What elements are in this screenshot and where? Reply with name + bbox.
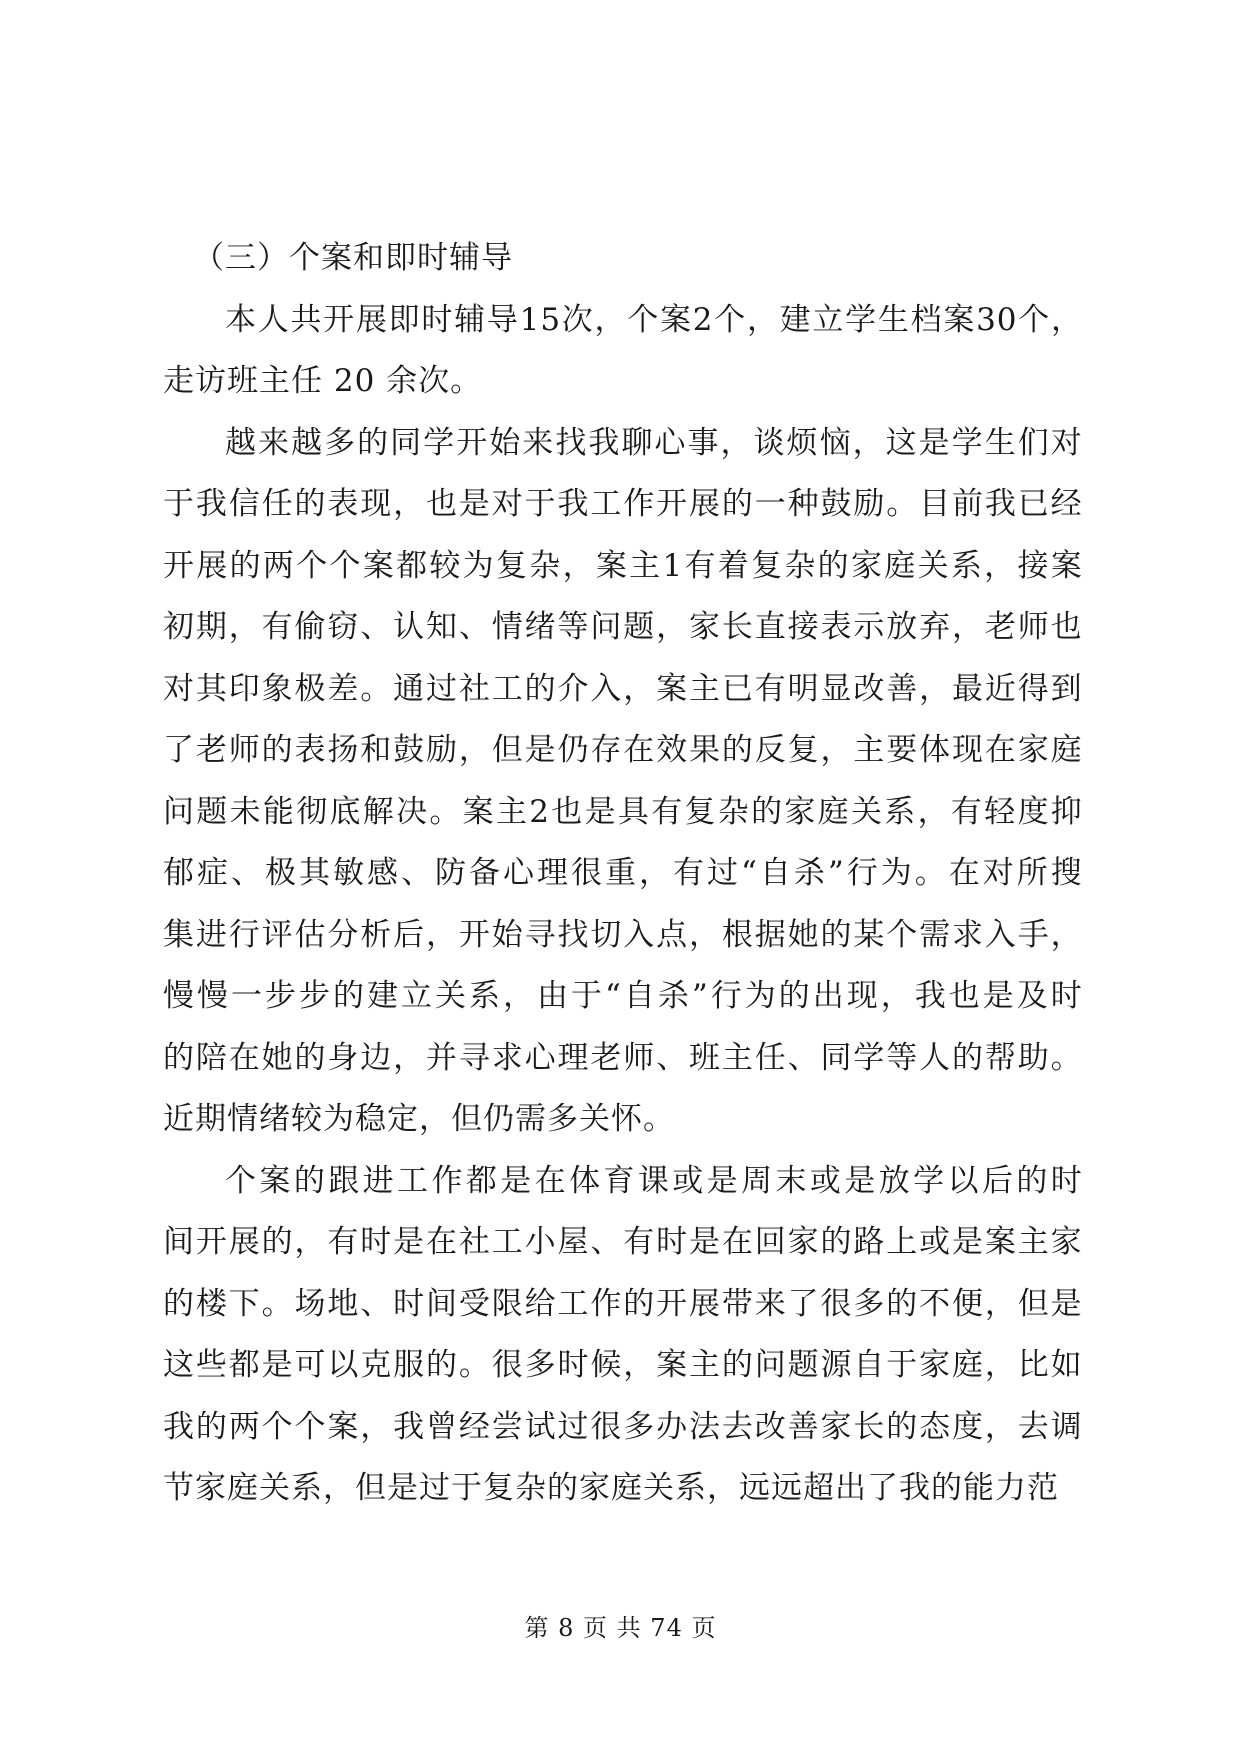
paragraph [163, 1151, 1083, 1520]
text-line: 了 老 师 的 表 扬 和 鼓 励 ， 但 是 仍 存 在 效 果 的 反 复 ， 主 要 体 现 在 家 庭 [163, 732, 1083, 768]
document-body [163, 228, 1083, 1520]
text-line: 慢 慢 一 步 步 的 建 立 关 系 ， 由 于 “ 自 杀 ” 行 为 的 出 现 ， 我 也 是 及 时 [163, 978, 1083, 1014]
paragraph [163, 413, 1083, 1151]
text-line: 我 的 两 个 个 案 ， 我 曾 经 尝 试 过 很 多 办 法 去 改 善 家 长 的 态 度 ， 去 调 [163, 1408, 1083, 1445]
text-line: 问 题 未 能 彻 底 解 决 。 案 主 2 也 是 具 有 复 杂 的 家 庭 关 系 ， 有 轻 度 抑 [163, 793, 1083, 830]
text-line: 越 来 越 多 的 同 学 开 始 来 找 我 聊 心 事 ， 谈 烦 恼 ， 这 是 学 生 们 对 [225, 424, 1083, 461]
text-line: 走访班主任 20 余次。 [163, 363, 483, 399]
text-line: 个 案 的 跟 进 工 作 都 是 在 体 育 课 或 是 周 末 或 是 放 学 以 后 的 时 [225, 1162, 1083, 1199]
text-line: 对 其 印 象 极 差 。 通 过 社 工 的 介 入 ， 案 主 已 有 明 显 改 善 ， 最 近 得 到 [163, 670, 1083, 707]
text-line: 郁 症 、 极 其 敏 感 、 防 备 心 理 很 重 ， 有 过 “ 自 杀 ” 行 为 。 在 对 所 搜 [163, 855, 1083, 891]
text-line: 开 展 的 两 个 个 案 都 较 为 复 杂 ， 案 主 1 有 着 复 杂 的 家 庭 关 系 ， 接 案 [163, 547, 1083, 584]
text-line: 集 进 行 评 估 分 析 后 ， 开 始 寻 找 切 入 点 ， 根 据 她 的 某 个 需 求 入 手 ， [163, 916, 1083, 953]
text-line: 的 楼 下 。 场 地 、 时 间 受 限 给 工 作 的 开 展 带 来 了 很 多 的 不 便 ， 但 是 [163, 1285, 1083, 1322]
text-line: 于 我 信 任 的 表 现 ， 也 是 对 于 我 工 作 开 展 的 一 种 鼓 励 。 目 前 我 已 经 [163, 486, 1083, 522]
text-line: 间 开 展 的 ， 有 时 是 在 社 工 小 屋 、 有 时 是 在 回 家 的 路 上 或 是 案 主 家 [163, 1224, 1083, 1260]
page-footer: 第 8 页 共 74 页 [524, 1614, 717, 1642]
text-line: 本 人 共 开 展 即 时 辅 导 15 次 ， 个 案 2 个 ， 建 立 学 生 档 案 30 个 ， [225, 301, 1083, 338]
paragraph [163, 290, 1083, 413]
text-line: 节家庭关系，但是过于复杂的家庭关系，远远超出了我的能力范 [163, 1470, 1059, 1506]
text-line: 近期情绪较为稳定，但仍需多关怀。 [163, 1101, 675, 1137]
text-line: 这 些 都 是 可 以 克 服 的 。 很 多 时 候 ， 案 主 的 问 题 源 自 于 家 庭 ， 比 如 [163, 1347, 1083, 1383]
text-line: 初 期 ， 有 偷 窃 、 认 知 、 情 绪 等 问 题 ， 家 长 直 接 表 示 放 弃 ， 老 师 也 [163, 609, 1083, 645]
text-line: 的 陪 在 她 的 身 边 ， 并 寻 求 心 理 老 师 、 班 主 任 、 同 学 等 人 的 帮 助 。 [163, 1039, 1083, 1076]
section-heading: （三）个案和即时辅导 [193, 240, 513, 276]
